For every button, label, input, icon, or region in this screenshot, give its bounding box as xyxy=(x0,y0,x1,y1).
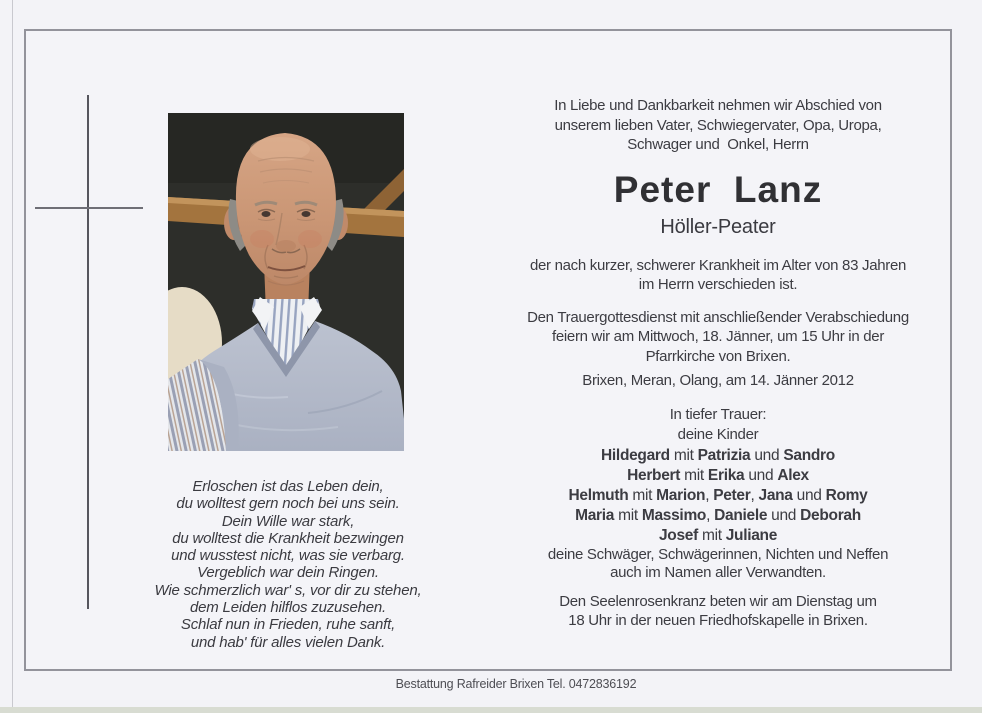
text-segment: und xyxy=(792,486,826,504)
rosary-text xyxy=(499,592,937,630)
text-line xyxy=(499,446,937,466)
text-line: Den Trauergottesdienst mit anschließender Verabschiedung xyxy=(527,308,909,326)
text-line: unserem lieben Vater, Schwiegervater, Opa, Uropa, xyxy=(554,116,882,134)
text-line xyxy=(499,506,937,526)
text-segment: und xyxy=(767,506,801,524)
deceased-nickname: Höller-Peater xyxy=(660,215,776,238)
text-line xyxy=(499,526,937,546)
text-line: Schwager und Onkel, Herrn xyxy=(627,136,809,153)
family-member-name: Erika xyxy=(707,466,745,484)
text-line xyxy=(499,466,937,486)
family-member-name: Deborah xyxy=(800,506,861,524)
family-member-name: Sandro xyxy=(783,446,835,464)
text-line: Erloschen ist das Leben dein, xyxy=(192,478,384,495)
family-member-name: Josef xyxy=(658,526,698,544)
portrait-illustration xyxy=(168,113,404,451)
text-segment: , xyxy=(706,506,715,524)
announcement-column xyxy=(499,96,937,630)
memorial-poem xyxy=(150,478,426,651)
text-segment: und xyxy=(750,446,784,464)
text-line: und wusstest nicht, was sie verbarg. xyxy=(171,547,405,565)
text-line: deine Kinder xyxy=(677,425,759,443)
scan-edge-artifact xyxy=(0,707,982,713)
death-notice-text xyxy=(499,256,937,295)
family-member-name: Alex xyxy=(777,466,809,484)
family-member-name: Helmuth xyxy=(568,486,629,504)
text-segment: mit xyxy=(614,506,642,524)
text-line: 18 Uhr in der neuen Friedhofskapelle in Brixen. xyxy=(568,611,868,629)
family-member-name: Hildegard xyxy=(601,446,670,464)
text-line: und hab' für alles vielen Dank. xyxy=(190,633,386,651)
deceased-name: Peter Lanz xyxy=(613,168,823,210)
text-line: du wolltest gern noch bei uns sein. xyxy=(176,495,400,513)
family-member-name: Herbert xyxy=(627,466,681,484)
relatives-text xyxy=(499,546,937,583)
intro-text xyxy=(499,96,937,155)
text-line: der nach kurzer, schwerer Krankheit im Alter von 83 Jahren xyxy=(529,256,907,274)
text-line: Den Seelenrosenkranz beten wir am Dienstag um xyxy=(559,592,877,610)
scan-edge-artifact xyxy=(12,0,13,713)
text-line: Schlaf nun in Frieden, ruhe sanft, xyxy=(180,616,396,634)
text-segment: mit xyxy=(680,466,708,484)
text-line: Pfarrkirche von Brixen. xyxy=(645,347,791,365)
cross-horizontal-bar xyxy=(35,207,143,209)
text-line: deine Schwäger, Schwägerinnen, Nichten und Neffen xyxy=(547,545,889,563)
text-line: Dein Wille war stark, xyxy=(221,512,355,530)
text-line: dem Leiden hilflos zuzusehen. xyxy=(190,599,386,617)
funeral-service-text xyxy=(499,308,937,367)
portrait-photo xyxy=(168,113,404,451)
text-segment: , xyxy=(705,486,714,504)
text-segment: und xyxy=(744,466,778,484)
family-member-name: Maria xyxy=(575,506,615,524)
text-line: du wolltest die Krankheit bezwingen xyxy=(172,529,404,547)
family-member-name: Romy xyxy=(825,486,868,504)
text-line: In Liebe und Dankbarkeit nehmen wir Abschied von xyxy=(554,97,882,114)
funeral-home-footer: Bestattung Rafreider Brixen Tel. 0472836192 xyxy=(395,677,637,691)
text-line: Wie schmerzlich war' s, vor dir zu stehen, xyxy=(154,581,422,599)
text-segment: , xyxy=(750,486,759,504)
text-segment: mit xyxy=(669,446,698,464)
family-list xyxy=(499,446,937,546)
mourning-intro xyxy=(499,405,937,445)
text-line: Vergeblich war dein Ringen. xyxy=(197,564,379,582)
family-member-name: Daniele xyxy=(714,506,768,524)
family-member-name: Marion xyxy=(656,486,706,504)
family-member-name: Peter xyxy=(713,486,751,504)
family-member-name: Patrizia xyxy=(697,446,751,464)
text-line xyxy=(499,486,937,506)
text-line: auch im Namen aller Verwandten. xyxy=(610,564,826,581)
family-member-name: Massimo xyxy=(641,506,707,524)
place-date-line: Brixen, Meran, Olang, am 14. Jänner 2012 xyxy=(582,372,854,389)
text-line: feiern wir am Mittwoch, 18. Jänner, um 15 Uhr in der xyxy=(551,328,885,345)
family-member-name: Juliane xyxy=(725,526,778,544)
text-line: im Herrn verschieden ist. xyxy=(638,276,798,293)
cross-vertical-bar xyxy=(87,95,89,609)
text-segment: mit xyxy=(697,526,726,544)
family-member-name: Jana xyxy=(758,486,793,504)
text-line: In tiefer Trauer: xyxy=(669,405,767,423)
text-segment: mit xyxy=(628,486,657,504)
